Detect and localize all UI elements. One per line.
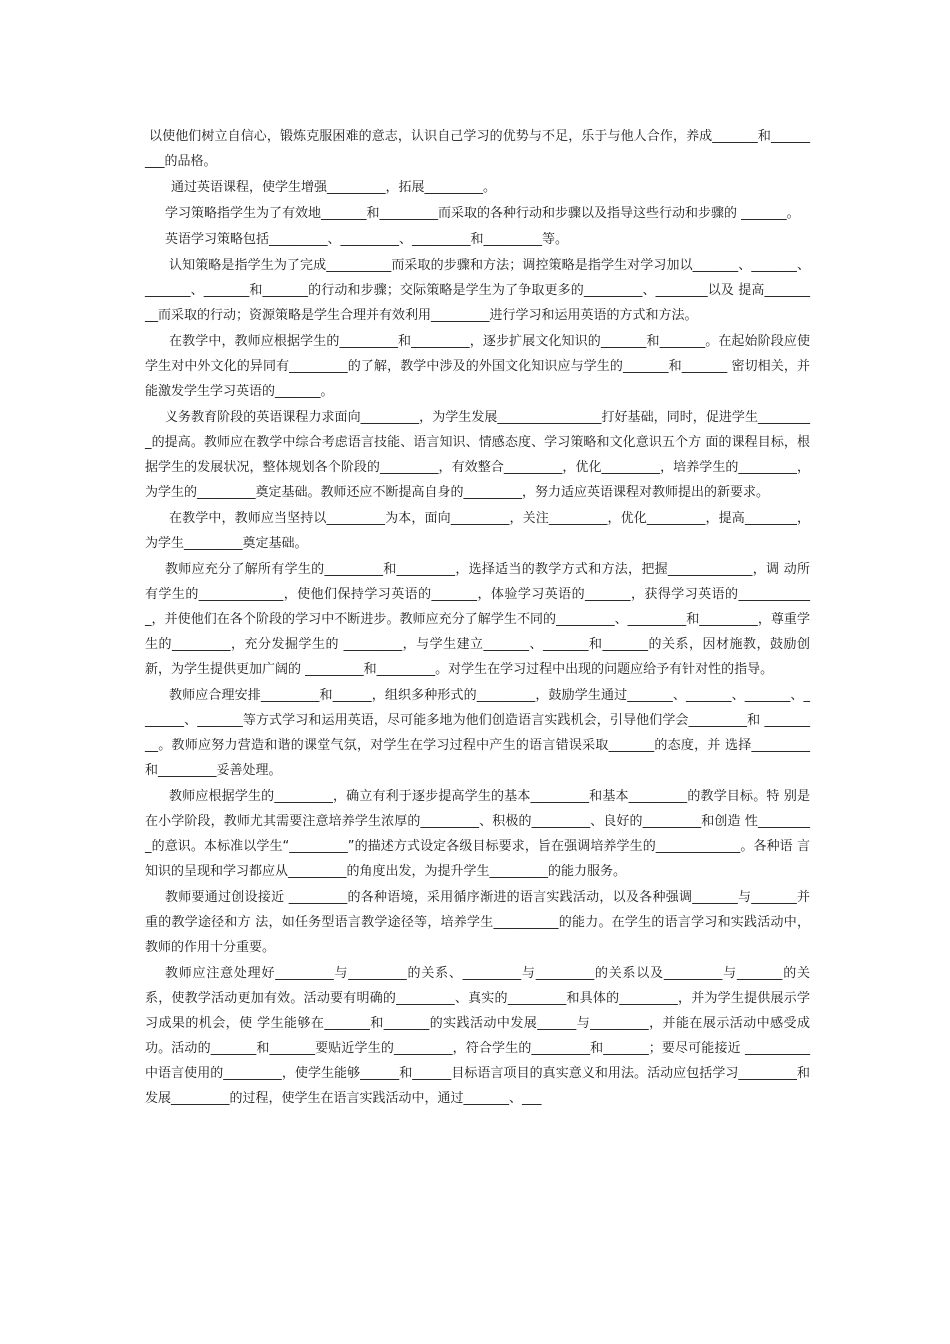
document-page xyxy=(145,124,810,1112)
paragraph-arrange-activities: 教师应合理安排_________和______，组织多种形式的_________，鼓励学生通过_______、_______、_______、_______、_______等方式学习和运用英语，尽可能多地为他们创造语言实践机会，引导他们学会_________和 _________。教师应努力营造和谐的课堂气氛，对学生在学习过程中产生的语言错误采取_______的态度，并 选择_________和_________妥善处理。 xyxy=(145,688,810,778)
paragraph-learning-strategy-types: 英语学习策略包括_________、_________、_________和_________等。 xyxy=(165,232,569,247)
paragraph-activity-relationships: 教师应注意处理好_________与_________的关系、_________与_________的关系以及_________与_______的关系，使教学活动更加有效。活动要有明确的_________、真实的_________和具体的_________，并为学生提供展示学习成果的机会，使 学生能够在_______和_______的实践活动中发展______与_________，并能在展示活动中感受成功。活动的_______和_______要贴近学生的_________，符合学生的_________和_______；要尽可能接近 __________中语言使用的_________，使学生能够______和______目标语言项目的真实意义和用法。活动应包括学习_________和发展_________的过程，使学生在语言实践活动中，通过_______、___ xyxy=(145,966,810,1106)
paragraph-language-context: 教师要通过创设接近 _________的各种语境，采用循序渐进的语言实践活动，以及各种强调_______与_______并重的教学途径和方 法，如任务型语言教学途径等，培养学生__________的能力。在学生的语言学习和实践活动中， 教师的作用十分重要。 xyxy=(145,890,810,955)
paragraph-learning-strategy-definition: 学习策略指学生为了有效地_______和_________而采取的各种行动和步骤以及指导这些行动和步骤的 _______。 xyxy=(165,206,800,221)
paragraph-english-course: 通过英语课程，使学生增强_________，拓展_________。 xyxy=(171,180,497,195)
paragraph-self-confidence: 以使他们树立自信心，锻炼克服困难的意志，认识自己学习的优势与不足，乐于与他人合作，养成_______和_________的品格。 xyxy=(145,129,810,169)
paragraph-teaching-principles: 在教学中，教师应当坚持以_________为本，面向_________，关注_________，优化_________，提高________， 为学生_________奠定基础。 xyxy=(145,511,810,551)
paragraph-cognitive-strategy: 认知策略是指学生为了完成__________而采取的步骤和方法；调控策略是指学生对学习加以_______、_______、_______、_______和_______的行动和步骤；交际策略是学生为了争取更多的_________、________以及 提高_________而采取的行动；资源策略是学生合理并有效利用_________进行学习和运用英语的方式和方法。 xyxy=(145,258,810,323)
paragraph-understand-students: 教师应充分了解所有学生的_________和_________，选择适当的教学方式和方法，把握_____________，调 动所有学生的_____________，使他们保持学习英语的_______，体验学习英语的_______，获得学习英语的____________，并使他们在各个阶段的学习中不断进步。教师应充分了解学生不同的_________、_________和_________，尊重学生的_________，充分发掘学生的 _________，与学生建立_______、_______和_______的关系，因材施教，鼓励创新，为学生提供更加广阔的 _________和_________。对学生在学习过程中出现的问题应给予有针对性的指导。 xyxy=(145,562,810,677)
paragraph-cultural-knowledge: 在教学中，教师应根据学生的_________和_________，逐步扩展文化知识的_______和_______。在起始阶段应使学生对中外文化的异同有_________的了解，教学中涉及的外国文化知识应与学生的_______和_______ 密切相关，并能激发学生学习英语的_______。 xyxy=(145,334,810,399)
paragraph-teaching-goals: 教师应根据学生的_________，确立有利于逐步提高学生的基本_________和基本_________的教学目标。特 别是在小学阶段，教师尤其需要注意培养学生浓厚的_________、积极的_________、良好的_________和创造 性_________的意识。本标准以学生“_________”的描述方式设定各级目标要求，旨在强调培养学生的_____________。各种语 言知识的呈现和学习都应从_________的角度出发，为提升学生_________的能力服务。 xyxy=(145,789,810,879)
paragraph-compulsory-education: 义务教育阶段的英语课程力求面向_________，为学生发展________________打好基础，同时，促进学生_________的提高。教师应在教学中综合考虑语言技能、语言知识、情感态度、学习策略和文化意识五个方 面的课程目标，根据学生的发展状况，整体规划各个阶段的_________，有效整合_________，优化_________，培养学生的_________，为学生的_________奠定基础。教师还应不断提高自身的_________，努力适应英语课程对教师提出的新要求。 xyxy=(145,410,810,500)
